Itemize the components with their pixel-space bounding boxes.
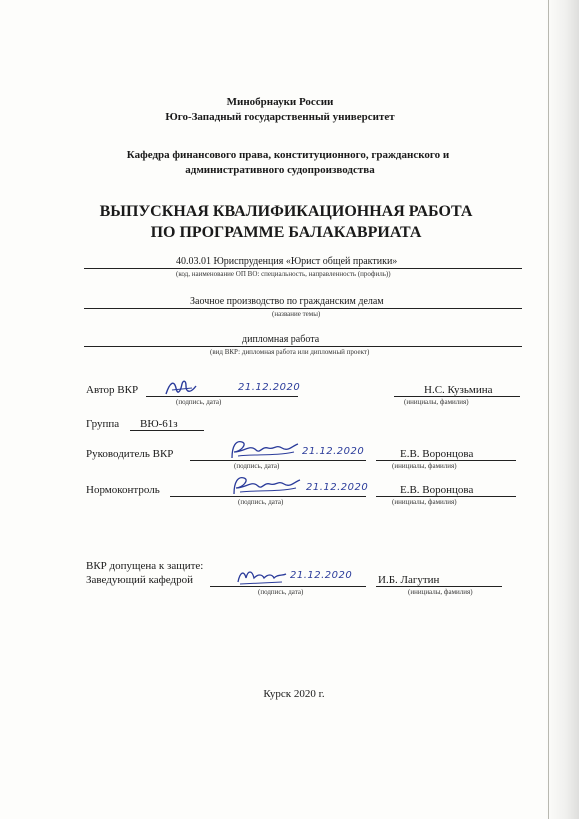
topic-value: Заочное производство по гражданским делам xyxy=(190,296,384,307)
supervisor-label: Руководитель ВКР xyxy=(86,448,174,460)
author-name-caption: (инициалы, фамилия) xyxy=(404,398,469,406)
supervisor-name-line xyxy=(376,460,516,461)
group-label: Группа xyxy=(86,418,120,430)
supervisor-sign-caption: (подпись, дата) xyxy=(234,462,280,470)
department-line-2: административного судопроизводства xyxy=(185,164,375,176)
type-underline xyxy=(84,346,522,347)
department-head-signature xyxy=(234,564,290,588)
author-date: 21.12.2020 xyxy=(238,382,301,393)
supervisor-name-caption: (инициалы, фамилия) xyxy=(392,462,457,470)
normcontrol-name-caption: (инициалы, фамилия) xyxy=(392,498,457,506)
normcontrol-signature xyxy=(228,472,304,500)
department-line-1: Кафедра финансового права, конституционного, гражданского и xyxy=(126,149,450,161)
normcontrol-date: 21.12.2020 xyxy=(306,482,369,493)
supervisor-signature xyxy=(226,436,302,464)
program-caption: (код, наименование ОП ВО: специальность, направленность (профиль)) xyxy=(176,270,391,278)
department-head-label: Заведующий кафедрой xyxy=(86,574,193,586)
admission-date: 21.12.2020 xyxy=(290,570,353,581)
admission-name-caption: (инициалы, фамилия) xyxy=(408,588,473,596)
normcontrol-sign-caption: (подпись, дата) xyxy=(238,498,284,506)
normcontrol-name: Е.В. Воронцова xyxy=(400,484,474,496)
topic-underline xyxy=(84,308,522,309)
department-head-name: И.Б. Лагутин xyxy=(378,574,440,586)
supervisor-date: 21.12.2020 xyxy=(302,446,365,457)
ministry-name: Минобрнауки России xyxy=(226,96,334,108)
group-value: ВЮ-61з xyxy=(140,418,178,430)
author-name: Н.С. Кузьмина xyxy=(424,384,493,396)
type-caption: (вид ВКР: дипломная работа или дипломный проект) xyxy=(210,348,370,356)
author-label: Автор ВКР xyxy=(86,384,139,396)
admission-sign-caption: (подпись, дата) xyxy=(258,588,304,596)
author-sign-caption: (подпись, дата) xyxy=(176,398,222,406)
program-underline xyxy=(84,268,522,269)
normcontrol-name-line xyxy=(376,496,516,497)
topic-caption: (название темы) xyxy=(272,310,321,318)
author-name-line xyxy=(394,396,520,397)
university-name: Юго-Западный государственный университет xyxy=(165,111,395,123)
program-value: 40.03.01 Юриспруденция «Юрист общей практики» xyxy=(176,256,398,267)
normcontrol-label: Нормоконтроль xyxy=(86,484,160,496)
city-year: Курск 2020 г. xyxy=(263,688,325,700)
type-value: дипломная работа xyxy=(242,334,320,345)
document-title-line-2: ПО ПРОГРАММЕ БАЛАКАВРИАТА xyxy=(150,224,422,241)
document-title-line-1: ВЫПУСКНАЯ КВАЛИФИКАЦИОННАЯ РАБОТА xyxy=(99,203,473,220)
group-underline xyxy=(130,430,204,431)
author-signature xyxy=(162,376,202,400)
supervisor-name: Е.В. Воронцова xyxy=(400,448,474,460)
admission-label: ВКР допущена к защите: xyxy=(86,560,204,572)
admission-name-line xyxy=(376,586,502,587)
